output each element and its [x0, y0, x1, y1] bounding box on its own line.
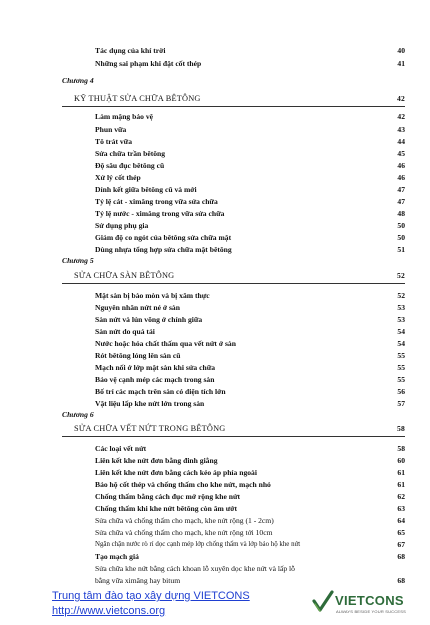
toc-entry-title: Ngăn chặn nước rò rỉ dọc cạnh mép lớp chống thấm và lớp bảo hộ khe nứt: [95, 541, 301, 548]
logo-tagline: ALWAYS BESIDE YOUR SUCCESS: [336, 609, 406, 614]
toc-entry-page: 53: [397, 303, 405, 312]
toc-entry-title: Chống thấm khi khe nứt bêtông còn âm ướt: [95, 504, 238, 513]
toc-entry-page: 67: [397, 540, 405, 549]
toc-entry-page: 54: [397, 339, 405, 348]
toc-entry-title: Dùng nhựa tổng hợp sửa chữa mặt bêtông: [95, 245, 232, 254]
toc-entry-page: 63: [397, 504, 405, 513]
toc-entry-title: Sửa chữa trần bêtông: [95, 149, 166, 158]
toc-entry-page: 61: [397, 468, 405, 477]
toc-entry-title: Bố trí các mạch trên sàn có diện tích lớn: [95, 387, 226, 396]
toc-entry-page: 51: [397, 245, 405, 254]
toc-entry-title: Liên kết khe nứt đơn bằng cách kéo áp phía ngoài: [95, 468, 257, 477]
toc-entry-title: Nguyên nhân nứt nẻ ở sàn: [95, 303, 180, 312]
toc-entry-title: bằng vữa ximăng hay bitum: [95, 576, 181, 585]
logo-wordmark: VIETCONS: [335, 593, 404, 608]
chapter-title-text: SỬA CHỮA SÀN BÊTÔNG: [74, 271, 175, 280]
toc-entry-title: Tạo mạch giả: [95, 552, 139, 561]
chapter-title-text: KỸ THUẬT SỬA CHỮA BÊTÔNG: [74, 94, 201, 103]
toc-entry-page: 46: [397, 173, 405, 182]
toc-entry-title: Rót bêtông lỏng lên sàn cũ: [95, 351, 181, 360]
toc-entry-title: Làm mặng bảo vệ: [95, 112, 154, 121]
toc-entry-title: Giảm độ co ngót của bêtông sửa chữa mặt: [95, 233, 232, 242]
toc-entry-page: 56: [397, 387, 405, 396]
check-mark-icon: [312, 590, 334, 614]
chapter-label: Chương 4: [62, 76, 94, 85]
toc-entry-page: 48: [397, 209, 405, 218]
toc-entry-page: 45: [397, 149, 405, 158]
toc-entry-title: Các loại vết nứt: [95, 444, 147, 453]
toc-entry-page: 68: [397, 552, 405, 561]
toc-entry-title: Tô trát vữa: [95, 137, 133, 146]
toc-entry-title: Sàn nứt và lún võng ở chính giữa: [95, 315, 203, 324]
toc-entry-page: 55: [397, 351, 405, 360]
toc-entry-page: 47: [397, 197, 405, 206]
toc-entry-page: 61: [397, 480, 405, 489]
toc-entry-title: Bảo vệ cạnh mép các mạch trong sàn: [95, 375, 215, 384]
toc-entry-title: Vật liệu lấp khe nứt lớn trong sàn: [95, 399, 205, 408]
toc-entry-title: Sàn nứt do quá tải: [95, 327, 155, 336]
website-link[interactable]: http://www.vietcons.org: [52, 605, 166, 617]
chapter-title-text: SỬA CHỮA VẾT NỨT TRONG BÊTÔNG: [74, 424, 226, 433]
chapter-rule: [62, 283, 405, 284]
toc-entry-page: 46: [397, 161, 405, 170]
chapter-rule: [62, 436, 405, 437]
toc-entry-title: Những sai phạm khi đặt cốt thép: [95, 59, 202, 68]
toc-entry-title: Mặt sàn bị bào mòn và bị xâm thực: [95, 291, 210, 300]
toc-entry-page: 57: [397, 399, 405, 408]
vietcons-logo: [312, 590, 412, 618]
toc-entry-title: Sửa chữa khe nứt bằng cách khoan lỗ xuyên dọc khe nứt và lấp lỗ: [95, 564, 295, 573]
toc-entry-title: Tác dụng của khí trời: [95, 46, 166, 55]
toc-entry-page: 55: [397, 363, 405, 372]
training-center-link[interactable]: Trung tâm đào tạo xây dựng VIETCONS: [52, 590, 250, 602]
toc-entry-page: 41: [397, 59, 405, 68]
toc-entry-page: 40: [397, 46, 405, 55]
toc-entry-page: 50: [397, 233, 405, 242]
toc-entry-page: 47: [397, 185, 405, 194]
toc-entry-page: 55: [397, 375, 405, 384]
toc-entry-title: Sửa chữa và chống thấm cho mạch, khe nứt rộng tới 10cm: [95, 528, 273, 537]
toc-entry-page: 62: [397, 492, 405, 501]
chapter-label: Chương 6: [62, 410, 94, 419]
chapter-rule: [62, 106, 405, 107]
toc-entry-title: Chống thấm bằng cách đục mở rộng khe nứt: [95, 492, 241, 501]
toc-entry-page: 65: [397, 528, 405, 537]
chapter-label: Chương 5: [62, 256, 94, 265]
chapter-title-page: 58: [397, 424, 405, 433]
toc-entry-title: Bảo hộ cốt thép và chống thấm cho khe nứt, mạch nhỏ: [95, 480, 271, 489]
toc-entry-page: 50: [397, 221, 405, 230]
toc-entry-title: Mạch nối ở lớp mặt sàn khi sửa chữa: [95, 363, 216, 372]
toc-entry-page: 44: [397, 137, 405, 146]
chapter-title-page: 42: [397, 94, 405, 103]
toc-entry-page: 54: [397, 327, 405, 336]
toc-entry-page: 68: [397, 576, 405, 585]
toc-entry-page: 58: [397, 444, 405, 453]
toc-entry-page: 43: [397, 125, 405, 134]
toc-entry-title: Độ sâu đục bêtông cũ: [95, 161, 165, 170]
toc-entry-title: Tỷ lệ cát - ximăng trong vữa sửa chữa: [95, 197, 218, 206]
toc-entry-page: 60: [397, 456, 405, 465]
toc-entry-title: Liên kết khe nứt đơn bằng đinh giằng: [95, 456, 218, 465]
toc-entry-page: 42: [397, 112, 405, 121]
chapter-title-page: 52: [397, 271, 405, 280]
toc-entry-title: Sử dụng phụ gia: [95, 221, 149, 230]
toc-entry-title: Nước hoặc hóa chất thấm qua vết nứt ở sàn: [95, 339, 236, 348]
toc-entry-page: 53: [397, 315, 405, 324]
toc-entry-title: Xử lý cốt thép: [95, 173, 141, 182]
toc-entry-page: 64: [397, 516, 405, 525]
toc-entry-title: Sửa chữa và chống thấm cho mạch, khe nứt rộng (1 - 2cm): [95, 516, 274, 525]
toc-entry-title: Dính kết giữa bêtông cũ và mới: [95, 185, 197, 194]
toc-entry-page: 52: [397, 291, 405, 300]
toc-entry-title: Phun vữa: [95, 125, 127, 134]
toc-entry-title: Tỷ lệ nước - ximăng trong vữa sửa chữa: [95, 209, 225, 218]
